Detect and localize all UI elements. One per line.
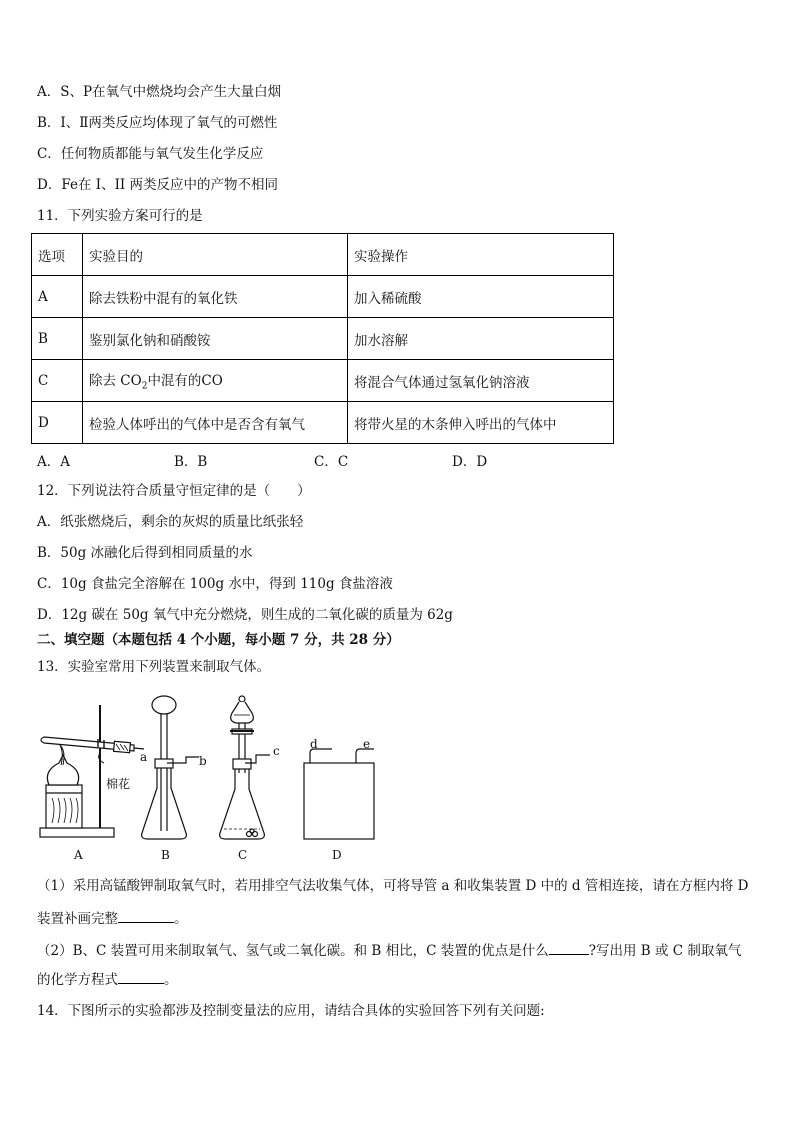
table-row	[32, 318, 614, 360]
table-row	[32, 360, 614, 402]
tube-label-b: b	[199, 754, 207, 768]
cotton-label: 棉花	[106, 777, 131, 791]
q13-stem: 13．实验室常用下列装置来制取气体。	[37, 659, 271, 675]
q13-part1-end: 。	[174, 911, 188, 927]
choice-c: C．C	[314, 454, 349, 470]
q11-table	[31, 233, 614, 444]
row-goal: 检验人体呼出的气体中是否含有氧气	[83, 402, 348, 444]
q12-option-a: A．纸张燃烧后，剩余的灰烬的质量比纸张轻	[37, 514, 304, 530]
q13-part2-b: ?写出用 B 或 C 制取氧气	[588, 943, 742, 959]
apparatus-c	[220, 696, 270, 839]
goal-suffix: 中混有的CO	[147, 373, 223, 390]
row-goal	[83, 360, 348, 402]
q12-option-d: D．12g 碳在 50g 氧气中充分燃烧，则生成的二氧化碳的质量为 62g	[37, 607, 453, 623]
apparatus-a	[40, 705, 144, 837]
row-option: A	[32, 276, 83, 318]
table-row	[32, 402, 614, 444]
choice-d: D．D	[452, 454, 488, 470]
answer-blank[interactable]	[549, 940, 589, 955]
row-goal: 除去铁粉中混有的氧化铁	[83, 276, 348, 318]
answer-blank[interactable]	[118, 908, 174, 923]
row-goal: 鉴别氯化钠和硝酸铵	[83, 318, 348, 360]
apparatus-d	[304, 749, 374, 839]
row-option: B	[32, 318, 83, 360]
apparatus-b	[142, 696, 199, 839]
row-option: C	[32, 360, 83, 402]
section-title: 二、填空题（本题包括 4 个小题，每小题 7 分，共 28 分）	[37, 632, 400, 648]
header-operation: 实验操作	[348, 234, 614, 276]
apparatus-figure	[36, 693, 396, 863]
row-operation: 加入稀硫酸	[348, 276, 614, 318]
choice-b: B．B	[174, 454, 208, 470]
q10-option-a: A．S、P在氧气中燃烧均会产生大量白烟	[37, 84, 282, 100]
row-option: D	[32, 402, 83, 444]
table-header-row	[32, 234, 614, 276]
q13-part1-line1: （1）采用高锰酸钾制取氧气时，若用排空气法收集气体，可将导管 a 和收集装置 D 中的 d 管相连接，请在方框内将 D	[37, 878, 749, 894]
q11-stem: 11．下列实验方案可行的是	[37, 208, 203, 224]
header-goal: 实验目的	[83, 234, 348, 276]
tube-label-c: c	[273, 744, 280, 758]
goal-prefix: 除去 CO	[89, 373, 142, 390]
tube-label-e: e	[363, 737, 371, 751]
q12-option-b: B．50g 冰融化后得到相同质量的水	[37, 545, 253, 561]
header-option: 选项	[32, 234, 83, 276]
tube-label-d: d	[310, 737, 318, 751]
q10-option-d: D．Fe在 I、II 两类反应中的产物不相同	[37, 177, 279, 193]
q10-option-c: C．任何物质都能与氧气发生化学反应	[37, 146, 264, 162]
table-row	[32, 276, 614, 318]
apparatus-label-a: A	[74, 848, 83, 862]
q12-stem: 12．下列说法符合质量守恒定律的是（ ）	[37, 483, 311, 499]
answer-blank[interactable]	[118, 969, 164, 984]
q14-stem: 14．下图所示的实验都涉及控制变量法的应用，请结合具体的实验回答下列有关问题:	[37, 1003, 545, 1019]
apparatus-label-d: D	[332, 848, 342, 862]
apparatus-label-c: C	[238, 848, 248, 862]
q11-choices	[37, 450, 597, 470]
q13-part2-line1	[37, 940, 741, 961]
goal-subscript: 2	[141, 381, 148, 392]
tube-label-a: a	[140, 750, 148, 764]
row-operation: 将带火星的木条伸入呼出的气体中	[348, 402, 614, 444]
q10-option-b: B．I、Ⅱ两类反应均体现了氧气的可燃性	[37, 115, 278, 131]
q13-part1-prefix: 装置补画完整	[37, 911, 118, 927]
q13-part2-a: （2）B、C 装置可用来制取氧气、氢气或二氧化碳。和 B 相比，C 装置的优点是什么	[37, 943, 549, 959]
row-operation: 将混合气体通过氢氧化钠溶液	[348, 360, 614, 402]
q13-part2-prefix: 的化学方程式	[37, 972, 118, 988]
q13-part2-line2	[37, 969, 178, 990]
q12-option-c: C．10g 食盐完全溶解在 100g 水中，得到 110g 食盐溶液	[37, 576, 393, 592]
q13-part2-end: 。	[164, 972, 178, 988]
apparatus-label-b: B	[161, 848, 170, 862]
row-operation: 加水溶解	[348, 318, 614, 360]
choice-a: A．A	[37, 454, 70, 470]
q13-part1-line2	[37, 908, 188, 929]
